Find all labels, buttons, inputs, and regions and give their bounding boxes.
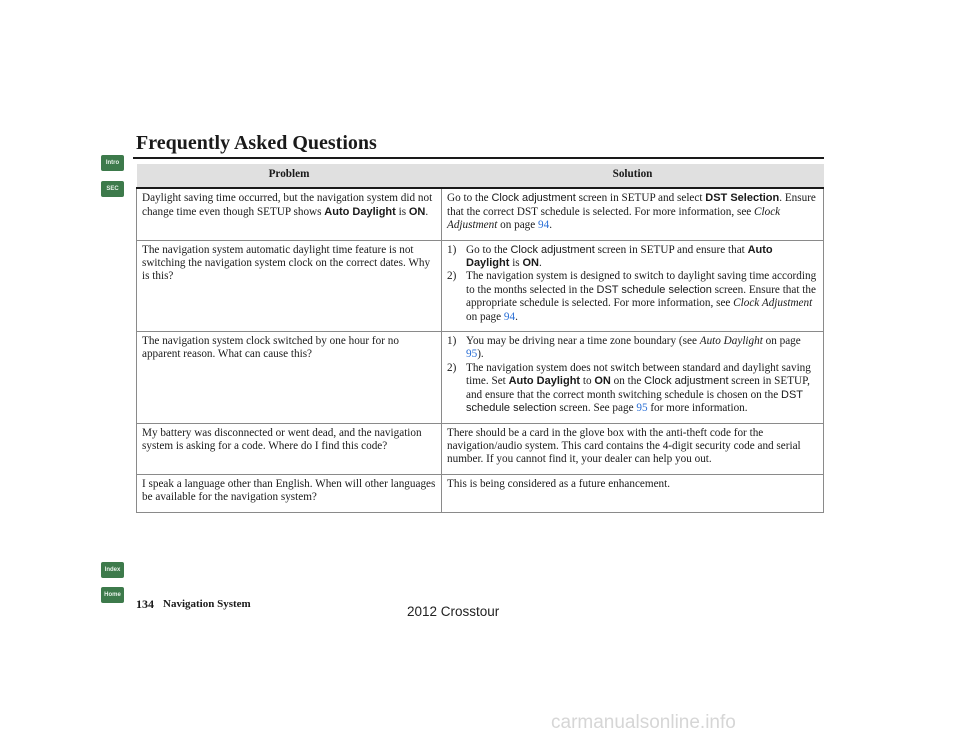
page-number: 134 [136,597,154,611]
solution-text: screen. Ensure that the appropriate schedule is selected. For more information, see [466,283,816,310]
solution-text: Go to the [447,192,492,205]
solution-text: . [549,219,553,232]
page-title: Frequently Asked Questions [136,132,377,154]
solution-text: to [580,375,595,388]
reference-title: Auto Daylight [699,335,763,348]
page-link[interactable]: 94 [538,219,550,232]
side-tab-home[interactable]: Home [101,587,124,603]
solution-text: screen. See page [556,402,637,415]
ui-term: Auto Daylight [466,243,773,270]
solution-text: screen in SETUP and ensure that [594,243,748,256]
solution-text: The navigation system does not switch between standard and daylight saving time. Set [466,361,811,388]
solution-step [447,362,818,416]
solution-text: on page [466,310,504,323]
step-number: 2) [447,270,457,283]
solution-text: on page [497,219,539,232]
solution-cell: There should be a card in the glove box with the anti-theft code for the navigation/audio system. This card contains the 4-digit security code and serial number. If you cannot find it, your dealer can help you out. [442,423,824,474]
page-link[interactable]: 95 [466,348,478,361]
table-header-row [137,164,824,188]
solution-text: for more information. [647,402,748,415]
problem-cell: My battery was disconnected or went dead, and the navigation system is asking for a code. Where do I find this code? [137,423,442,474]
solution-text: You may be driving near a time zone boundary (see [466,335,700,348]
problem-text: . [425,205,429,218]
solution-step [447,270,818,324]
solution-text: on page [762,335,801,348]
solution-step [447,335,818,362]
ui-term: Clock adjustment [644,375,729,388]
model-label: 2012 Crosstour [407,604,500,619]
solution-step [447,244,818,271]
reference-title: Clock Adjustment [447,205,781,232]
solution-text: . Ensure that the correct DST schedule is selected. For more information, see [447,192,816,218]
page-link[interactable]: 95 [636,402,648,415]
ui-term: Clock adjustment [510,243,595,256]
problem-cell: I speak a language other than English. When will other languages be available for the navigation system? [137,474,442,512]
solution-text: Go to the [466,243,511,256]
solution-cell [442,332,824,423]
faq-table [136,164,824,513]
solution-cell [442,188,824,240]
solution-text: on the [610,375,645,388]
problem-cell: The navigation system clock switched by one hour for no apparent reason. What can cause this? [137,332,442,423]
solution-cell [442,240,824,331]
ui-term: Clock adjustment [491,192,576,205]
ui-term: ON [594,375,611,388]
solution-text: is [509,257,523,270]
solution-text: . [538,257,542,270]
ui-term: Auto Daylight [324,205,396,218]
table-row [137,423,824,474]
solution-text: ). [477,348,484,361]
solution-text: . [515,310,518,323]
step-number: 2) [447,361,457,374]
reference-title: Clock Adjustment [733,297,813,310]
section-name: Navigation System [163,598,251,610]
step-number: 1) [447,243,457,256]
ui-term: DST schedule selection [466,388,803,415]
watermark: carmanualsonline.info [551,712,736,733]
table-row [137,240,824,331]
ui-term: ON [522,257,539,270]
ui-term: Auto Daylight [508,375,581,388]
solution-text: screen in SETUP and select [575,192,706,205]
solution-text: screen in SETUP, and ensure that the correct month switching schedule is chosen on the [466,375,810,401]
ui-term: DST Selection [705,192,780,205]
title-divider [133,157,824,159]
problem-cell: The navigation system automatic daylight time feature is not switching the navigation system clock on the correct dates. Why is this? [137,240,442,331]
column-header-problem: Problem [137,164,442,188]
problem-cell [137,188,442,240]
step-number: 1) [447,335,457,348]
ui-term: DST schedule selection [596,283,712,296]
ui-term: ON [408,205,426,218]
table-row [137,188,824,240]
side-tab-index[interactable]: Index [101,562,124,578]
side-tab-sec[interactable]: SEC [101,181,124,197]
page-link[interactable]: 94 [503,310,516,323]
table-row [137,332,824,423]
problem-text: Daylight saving time occurred, but the navigation system did not change time even though SETUP shows [142,192,433,218]
side-tab-intro[interactable]: Intro [101,155,124,171]
table-row [137,474,824,512]
solution-cell: This is being considered as a future enhancement. [442,474,824,512]
solution-text: The navigation system is designed to switch to daylight saving time according to the months selected in the [466,270,817,296]
problem-text: is [395,205,409,218]
column-header-solution: Solution [442,164,824,188]
